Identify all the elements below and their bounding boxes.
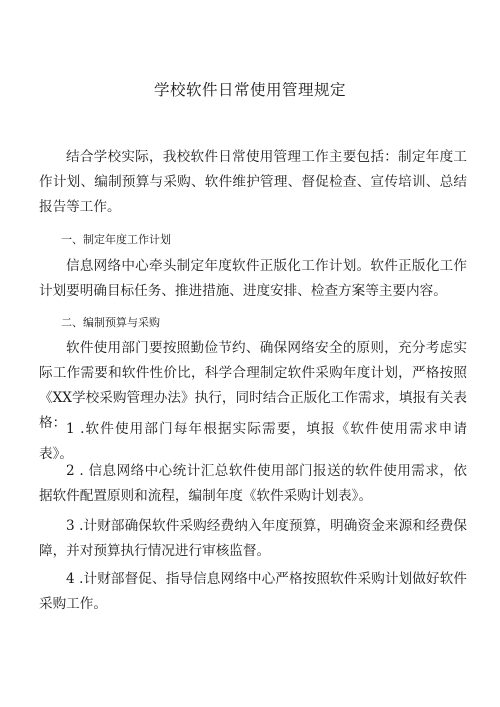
list-item-1: 1 .软件使用部门每年根据实际需要，填报《软件使用需求申请表》。 xyxy=(39,421,467,462)
section-heading-budget-procurement: 二、编制预算与采购 xyxy=(61,316,160,329)
section-heading-annual-plan: 一、制定年度工作计划 xyxy=(61,233,171,246)
list-item-2: 2 . 信息网络中心统计汇总软件使用部门报送的软件使用需求，依据软件配置原则和流程，编制年度《软件采购计划表》。 xyxy=(39,463,467,504)
intro-paragraph: 结合学校实际，我校软件日常使用管理工作主要包括：制定年度工作计划、编制预算与采购、软件维护管理、督促检查、宣传培训、总结报告等工作。 xyxy=(39,149,467,215)
list-item-3: 3 .计财部确保软件采购经费纳入年度预算，明确资金来源和经费保障，并对预算执行情况进行审核监督。 xyxy=(39,518,467,559)
page-title: 学校软件日常使用管理规定 xyxy=(153,81,346,99)
section-1-paragraph: 信息网络中心牵头制定年度软件正版化工作计划。软件正版化工作计划要明确目标任务、推进措施、进度安排、检查方案等主要内容。 xyxy=(39,258,467,299)
section-2-paragraph: 软件使用部门要按照勤俭节约、确保网络安全的原则，充分考虑实际工作需要和软件性价比，科学合理制定软件采购年度计划，严格按照《XX学校采购管理办法》执行，同时结合正版化工作需求，填报有关表格： xyxy=(39,340,467,431)
list-item-4: 4 .计财部督促、指导信息网络中心严格按照软件采购计划做好软件采购工作。 xyxy=(39,571,467,612)
